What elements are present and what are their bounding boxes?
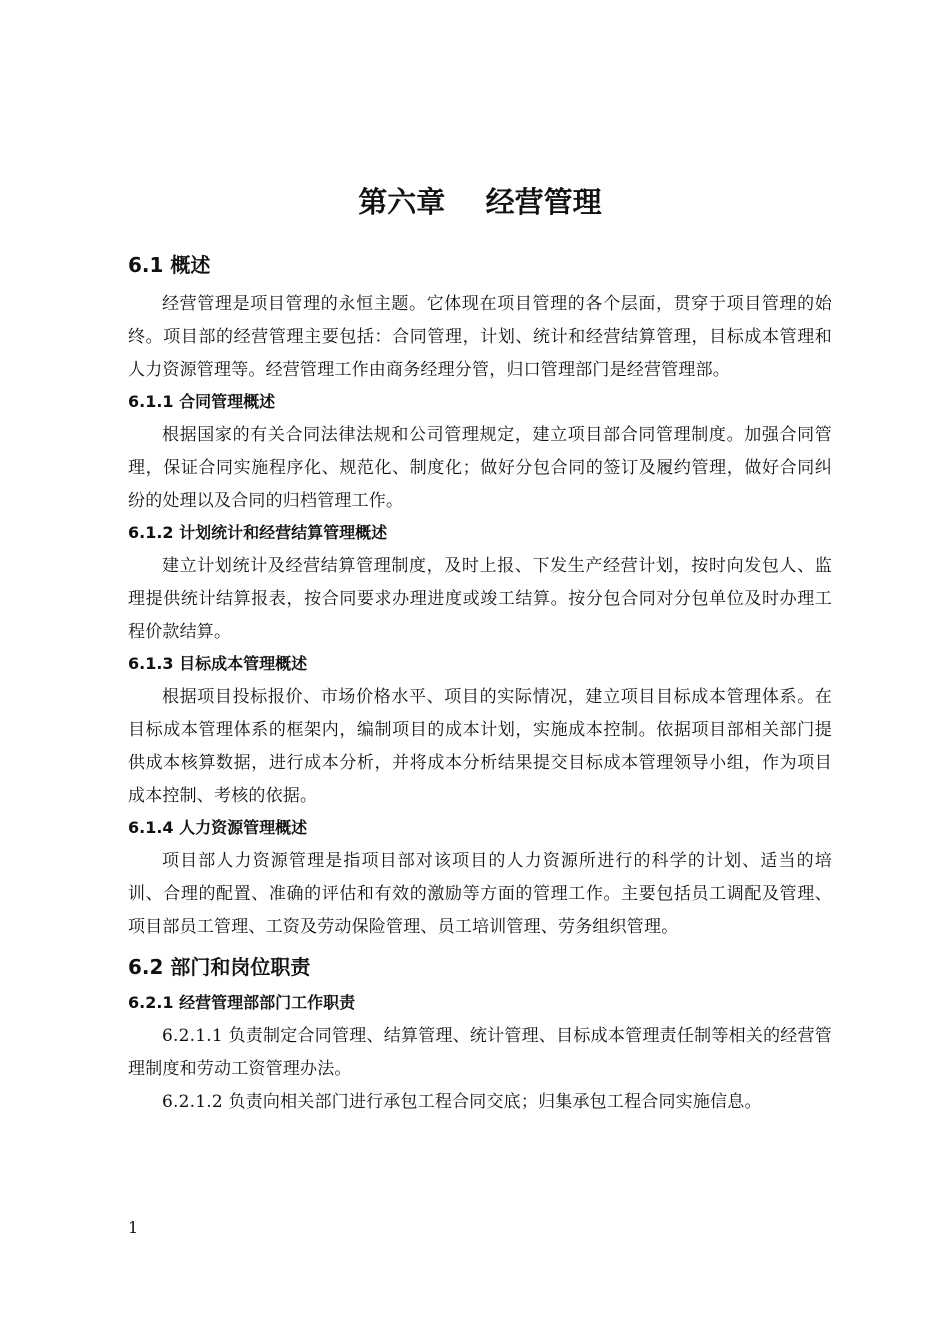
section-6-1-3-paragraph: 根据项目投标报价、市场价格水平、项目的实际情况，建立项目目标成本管理体系。在目标成本管理体系的框架内，编制项目的成本计划，实施成本控制。依据项目部相关部门提供成本核算数据，进行成本分析，并将成本分析结果提交目标成本管理领导小组，作为项目成本控制、考核的依据。 xyxy=(128,687,832,806)
page-number: 1 xyxy=(128,1218,139,1237)
section-6-1-heading: 6.1 概述 xyxy=(128,253,211,277)
section-6-1-2-heading: 6.1.2 计划统计和经营结算管理概述 xyxy=(128,523,388,542)
section-6-1-1-heading: 6.1.1 合同管理概述 xyxy=(128,392,276,411)
section-6-1-2-paragraph: 建立计划统计及经营结算管理制度，及时上报、下发生产经营计划，按时向发包人、监理提供统计结算报表，按合同要求办理进度或竣工结算。按分包合同对分包单位及时办理工程价款结算。 xyxy=(128,556,832,642)
section-6-1-1-paragraph: 根据国家的有关合同法律法规和公司管理规定，建立项目部合同管理制度。加强合同管理，保证合同实施程序化、规范化、制度化；做好分包合同的签订及履约管理，做好合同纠纷的处理以及合同的归档管理工作。 xyxy=(128,425,832,511)
section-6-1-4-paragraph: 项目部人力资源管理是指项目部对该项目的人力资源所进行的科学的计划、适当的培训、合理的配置、准确的评估和有效的激励等方面的管理工作。主要包括员工调配及管理、项目部员工管理、工资及劳动保险管理、员工培训管理、劳务组织管理。 xyxy=(128,851,832,937)
list-item: 6.2.1.1 负责制定合同管理、结算管理、统计管理、目标成本管理责任制等相关的经营管理制度和劳动工资管理办法。 xyxy=(128,1026,832,1079)
section-6-1-3-heading: 6.1.3 目标成本管理概述 xyxy=(128,654,308,673)
section-6-2-1-heading: 6.2.1 经营管理部部门工作职责 xyxy=(128,993,356,1012)
list-item: 6.2.1.2 负责向相关部门进行承包工程合同交底；归集承包工程合同实施信息。 xyxy=(162,1092,762,1112)
page-content xyxy=(128,180,832,1119)
section-6-1-paragraph: 经营管理是项目管理的永恒主题。它体现在项目管理的各个层面，贯穿于项目管理的始终。项目部的经营管理主要包括：合同管理，计划、统计和经营结算管理，目标成本管理和人力资源管理等。经营管理工作由商务经理分管，归口管理部门是经营管理部。 xyxy=(128,294,832,380)
section-6-2-heading: 6.2 部门和岗位职责 xyxy=(128,955,311,979)
chapter-title: 第六章 经营管理 xyxy=(358,185,602,219)
section-6-1-4-heading: 6.1.4 人力资源管理概述 xyxy=(128,818,308,837)
